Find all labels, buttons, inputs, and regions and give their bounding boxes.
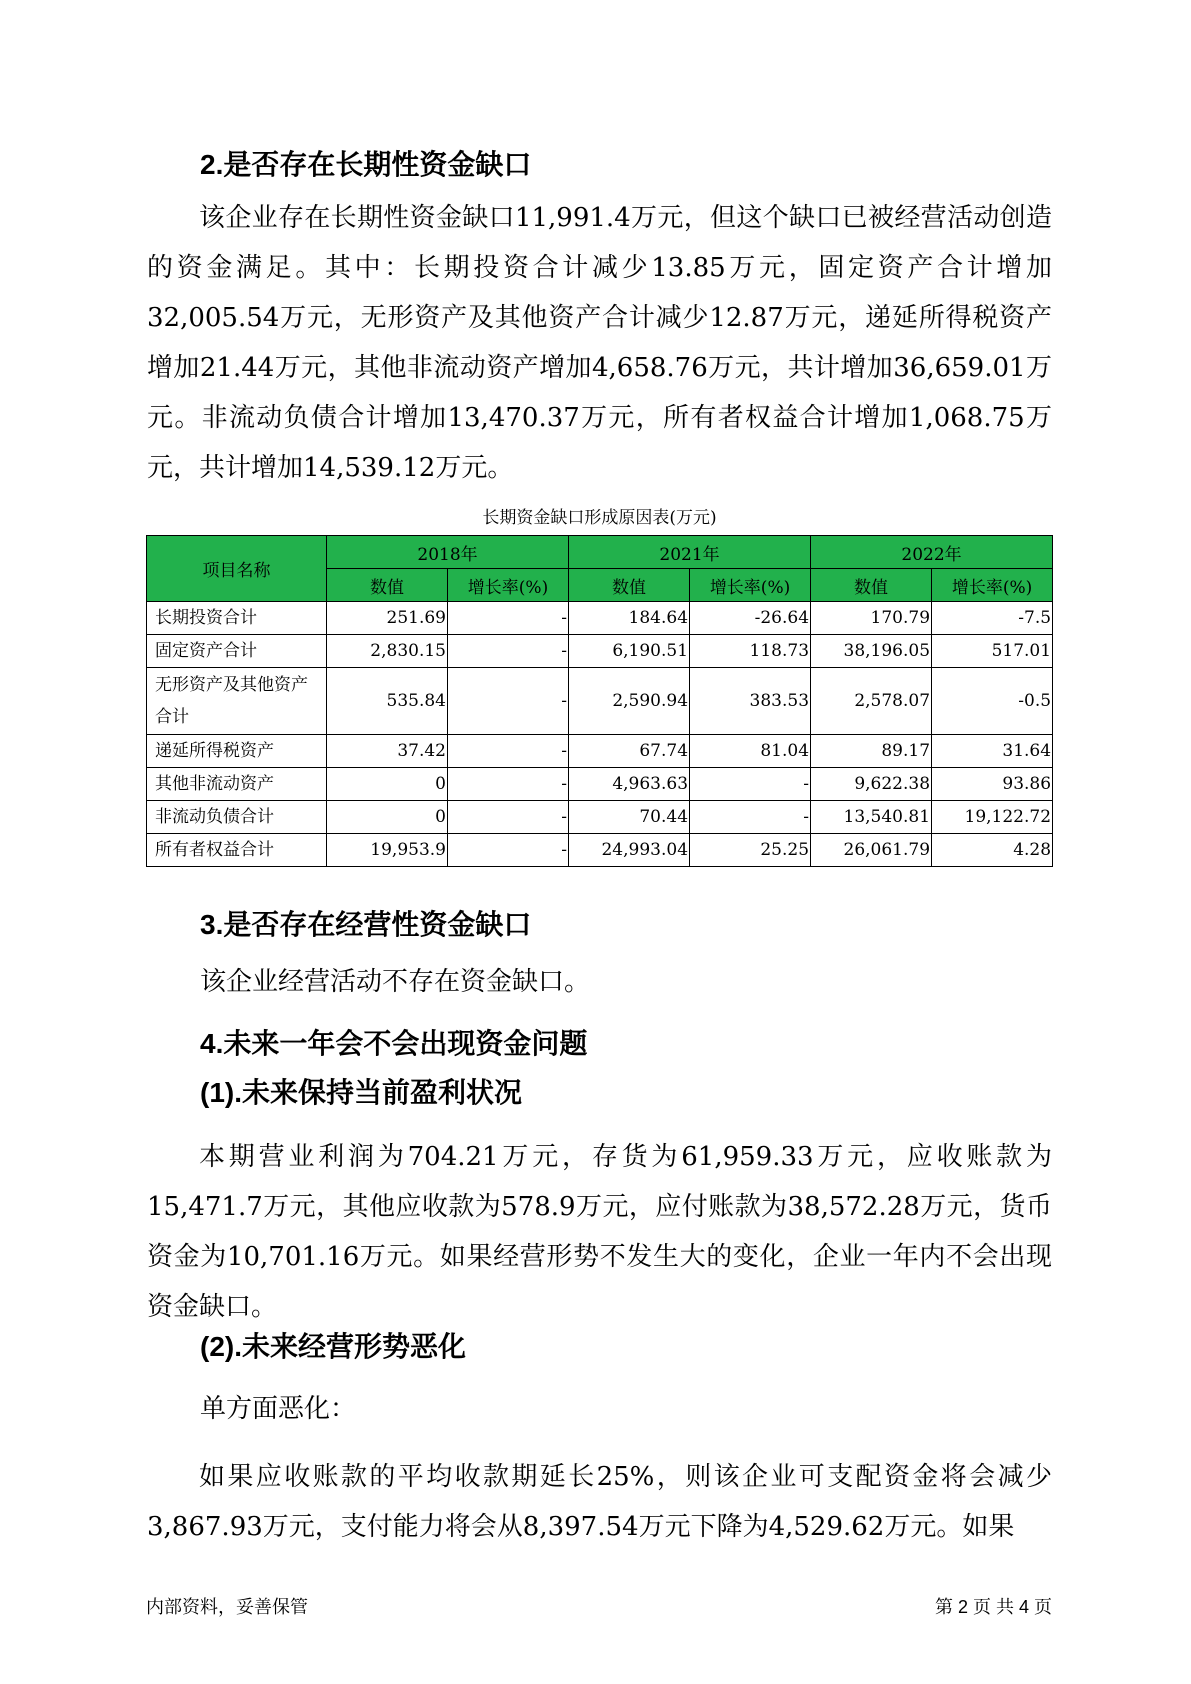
table-row [147, 834, 1053, 867]
section4-sub2-intro: 单方面恶化： [200, 1394, 357, 1424]
cell-growth-2018: - [448, 668, 569, 735]
cell-value-2022: 9,622.38 [811, 768, 932, 801]
table-row [147, 735, 1053, 768]
header-value-2018: 数值 [327, 569, 448, 602]
header-value-2021: 数值 [569, 569, 690, 602]
row-name: 递延所得税资产 [147, 735, 327, 768]
cell-value-2021: 6,190.51 [569, 635, 690, 668]
header-value-2022: 数值 [811, 569, 932, 602]
cell-value-2022: 170.79 [811, 602, 932, 635]
section2-heading: 2.是否存在长期性资金缺口 [200, 149, 532, 180]
footer-confidential-note: 内部资料，妥善保管 [146, 1597, 308, 1617]
cell-growth-2018: - [448, 602, 569, 635]
header-growth-2022: 增长率(%) [932, 569, 1053, 602]
section2-paragraph: 该企业存在长期性资金缺口11,991.4万元，但这个缺口已被经营活动创造的资金满足。其中：长期投资合计减少13.85万元，固定资产合计增加32,005.54万元，无形资产及其他资产合计减少12.87万元，递延所得税资产增加21.44万元，其他非流动资产增加4,658.76万元，共计增加36,659.01万元。非流动负债合计增加13,470.37万元，所有者权益合计增加1,068.75万元，共计增加14,539.12万元。 [147, 203, 1052, 483]
header-item-name: 项目名称 [147, 536, 327, 602]
cell-growth-2021: - [690, 801, 811, 834]
cell-value-2018: 19,953.9 [327, 834, 448, 867]
cell-growth-2022: 31.64 [932, 735, 1053, 768]
cell-value-2022: 89.17 [811, 735, 932, 768]
cell-growth-2018: - [448, 635, 569, 668]
cell-value-2022: 38,196.05 [811, 635, 932, 668]
cell-value-2022: 26,061.79 [811, 834, 932, 867]
cell-growth-2022: 4.28 [932, 834, 1053, 867]
cell-value-2021: 70.44 [569, 801, 690, 834]
section3-paragraph: 该企业经营活动不存在资金缺口。 [200, 967, 591, 997]
cell-value-2018: 535.84 [327, 668, 448, 735]
section4-sub1-heading: (1).未来保持当前盈利状况 [200, 1077, 523, 1108]
table-row [147, 602, 1053, 635]
cell-growth-2018: - [448, 735, 569, 768]
cell-value-2018: 37.42 [327, 735, 448, 768]
long-term-gap-table [146, 535, 1053, 867]
cell-growth-2021: -26.64 [690, 602, 811, 635]
cell-growth-2021: 25.25 [690, 834, 811, 867]
cell-growth-2022: -0.5 [932, 668, 1053, 735]
cell-value-2018: 2,830.15 [327, 635, 448, 668]
table-row [147, 668, 1053, 735]
cell-value-2021: 2,590.94 [569, 668, 690, 735]
row-name: 无形资产及其他资产合计 [147, 668, 327, 735]
cell-value-2018: 0 [327, 801, 448, 834]
header-year-2022: 2022年 [811, 536, 1053, 569]
row-name: 其他非流动资产 [147, 768, 327, 801]
header-year-2021: 2021年 [569, 536, 811, 569]
row-name: 长期投资合计 [147, 602, 327, 635]
cell-growth-2021: 383.53 [690, 668, 811, 735]
section3-heading: 3.是否存在经营性资金缺口 [200, 909, 532, 940]
section4-sub2-paragraph: 如果应收账款的平均收款期延长25%，则该企业可支配资金将会减少3,867.93万元，支付能力将会从8,397.54万元下降为4,529.62万元。如果 [147, 1462, 1052, 1542]
header-growth-2018: 增长率(%) [448, 569, 569, 602]
cell-value-2018: 251.69 [327, 602, 448, 635]
table-row [147, 801, 1053, 834]
cell-value-2018: 0 [327, 768, 448, 801]
cell-value-2022: 2,578.07 [811, 668, 932, 735]
cell-growth-2022: 93.86 [932, 768, 1053, 801]
cell-growth-2022: -7.5 [932, 602, 1053, 635]
cell-value-2021: 24,993.04 [569, 834, 690, 867]
row-name: 固定资产合计 [147, 635, 327, 668]
cell-value-2021: 67.74 [569, 735, 690, 768]
cell-growth-2018: - [448, 834, 569, 867]
footer-page-number: 第 2 页 共 4 页 [934, 1597, 1052, 1617]
cell-growth-2022: 19,122.72 [932, 801, 1053, 834]
section4-sub1-paragraph: 本期营业利润为704.21万元，存货为61,959.33万元，应收账款为15,471.7万元，其他应收款为578.9万元，应付账款为38,572.28万元，货币资金为10,701.16万元。如果经营形势不发生大的变化，企业一年内不会出现资金缺口。 [147, 1142, 1052, 1322]
table-caption: 长期资金缺口形成原因表(万元) [482, 508, 717, 528]
cell-growth-2021: 118.73 [690, 635, 811, 668]
cell-growth-2021: 81.04 [690, 735, 811, 768]
cell-value-2022: 13,540.81 [811, 801, 932, 834]
cell-value-2021: 184.64 [569, 602, 690, 635]
table-row [147, 635, 1053, 668]
row-name: 非流动负债合计 [147, 801, 327, 834]
header-growth-2021: 增长率(%) [690, 569, 811, 602]
cell-growth-2018: - [448, 801, 569, 834]
row-name: 所有者权益合计 [147, 834, 327, 867]
section4-sub2-heading: (2).未来经营形势恶化 [200, 1331, 467, 1362]
cell-growth-2021: - [690, 768, 811, 801]
cell-value-2021: 4,963.63 [569, 768, 690, 801]
cell-growth-2022: 517.01 [932, 635, 1053, 668]
header-year-2018: 2018年 [327, 536, 569, 569]
table-row [147, 768, 1053, 801]
section4-heading: 4.未来一年会不会出现资金问题 [200, 1028, 588, 1059]
cell-growth-2018: - [448, 768, 569, 801]
